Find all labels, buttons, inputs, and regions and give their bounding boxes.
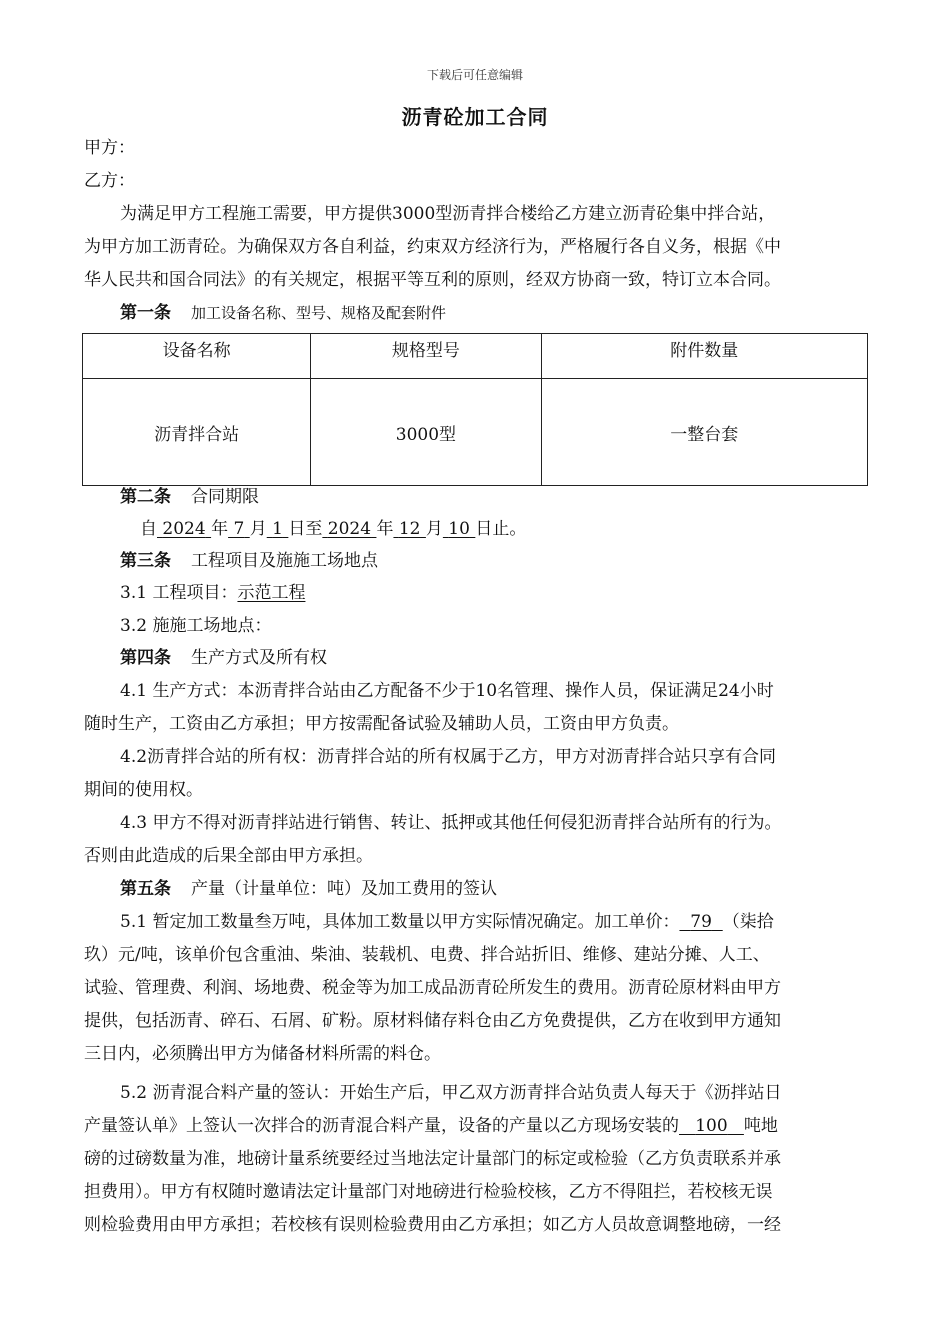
contract-title: 沥青砼加工合同 [401, 105, 549, 129]
intro-line: 华人民共和国合同法》的有关规定，根据平等互利的原则，经双方协商一致，特订立本合同。 [84, 270, 781, 290]
unit-price: 79 [690, 912, 712, 932]
clause-line: 4.2沥青拌合站的所有权：沥青拌合站的所有权属于乙方，甲方对沥青拌合站只享有合同 [120, 747, 777, 767]
project-label: 3.1 工程项目： [120, 583, 238, 603]
table-header-cell: 设备名称 [83, 334, 311, 379]
clause-line [120, 907, 875, 937]
project-value: 示范工程 [237, 583, 306, 603]
clause-text: 产量签认单》上签认一次拌合的沥青混合料产量，设备的产量以乙方现场安装的 [84, 1116, 679, 1136]
contract-term-line [140, 514, 875, 544]
term-text: 自 [140, 519, 157, 539]
start-day: 1 [272, 519, 283, 539]
clause-line: 提供，包括沥青、碎石、石屑、矿粉。原材料储存料仓由乙方免费提供，乙方在收到甲方通知 [84, 1011, 781, 1031]
start-year: 2024 [162, 519, 206, 539]
article-5-heading [120, 874, 875, 904]
start-month: 7 [233, 519, 245, 539]
end-year: 2024 [327, 519, 372, 539]
clause-line: 否则由此造成的后果全部由甲方承担。 [84, 846, 373, 866]
clause-line: 试验、管理费、利润、场地费、税金等为加工成品沥青砼所发生的费用。沥青砼原材料由甲方 [84, 978, 781, 998]
clause-line [84, 1111, 874, 1141]
article-title: 产量（计量单位：吨）及加工费用的签认 [191, 879, 497, 899]
article-title: 生产方式及所有权 [191, 648, 327, 668]
intro-line: 为甲方加工沥青砼。为确保双方各自利益，约束双方经济行为，严格履行各自义务，根据《中 [84, 237, 781, 257]
article-number: 第五条 [120, 879, 171, 899]
term-text: 年 [211, 519, 229, 539]
table-header-cell: 规格型号 [311, 334, 541, 379]
clause-line: 担费用）。甲方有权随时邀请法定计量部门对地磅进行检验校核，乙方不得阻拦，若校核无误 [84, 1182, 773, 1202]
clause-line: 4.1 生产方式：本沥青拌合站由乙方配备不少于10名管理、操作人员，保证满足24小时 [120, 681, 774, 701]
clause-line: 则检验费用由甲方承担；若校核有误则检验费用由乙方承担；如乙方人员故意调整地磅，一经 [84, 1215, 781, 1235]
table-cell: 3000型 [311, 379, 541, 486]
article-title: 工程项目及施施工场地点 [191, 551, 378, 571]
clause-line: 期间的使用权。 [84, 780, 203, 800]
article-4-heading [120, 643, 875, 673]
article-1-heading [120, 298, 875, 328]
scale-capacity: 100 [695, 1116, 728, 1136]
table-header-cell: 附件数量 [541, 334, 867, 379]
clause-line: 三日内，必须腾出甲方为储备材料所需的料仓。 [84, 1044, 441, 1064]
term-text: 日至 [288, 519, 323, 539]
table-cell: 一整台套 [541, 379, 867, 486]
party-b-line: 乙方： [84, 171, 135, 191]
site-line: 3.2 施施工场地点： [120, 616, 272, 636]
header-note: 下载后可任意编辑 [426, 68, 523, 82]
end-day: 10 [448, 519, 470, 539]
term-text: 月 [425, 519, 443, 539]
clause-line: 5.2 沥青混合料产量的签认：开始生产后，甲乙双方沥青拌合站负责人每天于《沥拌站日 [120, 1083, 782, 1103]
table-row [83, 379, 868, 486]
intro-line: 为满足甲方工程施工需要，甲方提供3000型沥青拌合楼给乙方建立沥青砼集中拌合站， [120, 204, 776, 224]
term-text: 日止。 [475, 519, 527, 539]
clause-line: 随时生产，工资由乙方承担；甲方按需配备试验及辅助人员，工资由甲方负责。 [84, 714, 679, 734]
table-header-row [83, 334, 868, 379]
equipment-table [82, 333, 868, 486]
clause-text: （柒拾 [722, 912, 774, 932]
article-3-heading [120, 546, 875, 576]
article-title: 合同期限 [191, 487, 259, 507]
end-month: 12 [398, 519, 421, 539]
clause-text: 吨地 [743, 1116, 778, 1136]
project-line [120, 578, 875, 608]
party-a-line: 甲方： [84, 138, 135, 158]
clause-line: 4.3 甲方不得对沥青拌站进行销售、转让、抵押或其他任何侵犯沥青拌合站所有的行为。 [120, 813, 782, 833]
clause-text: 5.1 暂定加工数量叁万吨，具体加工数量以甲方实际情况确定。加工单价： [120, 912, 680, 932]
clause-line: 磅的过磅数量为准，地磅计量系统要经过当地法定计量部门的标定或检验（乙方负责联系并承 [84, 1149, 781, 1169]
article-2-heading [120, 482, 875, 512]
table-cell: 沥青拌合站 [83, 379, 311, 486]
clause-line: 玖）元/吨，该单价包含重油、柴油、装载机、电费、拌合站折旧、维修、建站分摊、人工、 [84, 945, 770, 965]
term-text: 月 [249, 519, 267, 539]
article-number: 第四条 [120, 648, 171, 668]
article-number: 第一条 [120, 303, 171, 323]
article-number: 第二条 [120, 487, 171, 507]
article-number: 第三条 [120, 551, 171, 571]
article-title: 加工设备名称、型号、规格及配套附件 [191, 304, 447, 322]
term-text: 年 [376, 519, 394, 539]
